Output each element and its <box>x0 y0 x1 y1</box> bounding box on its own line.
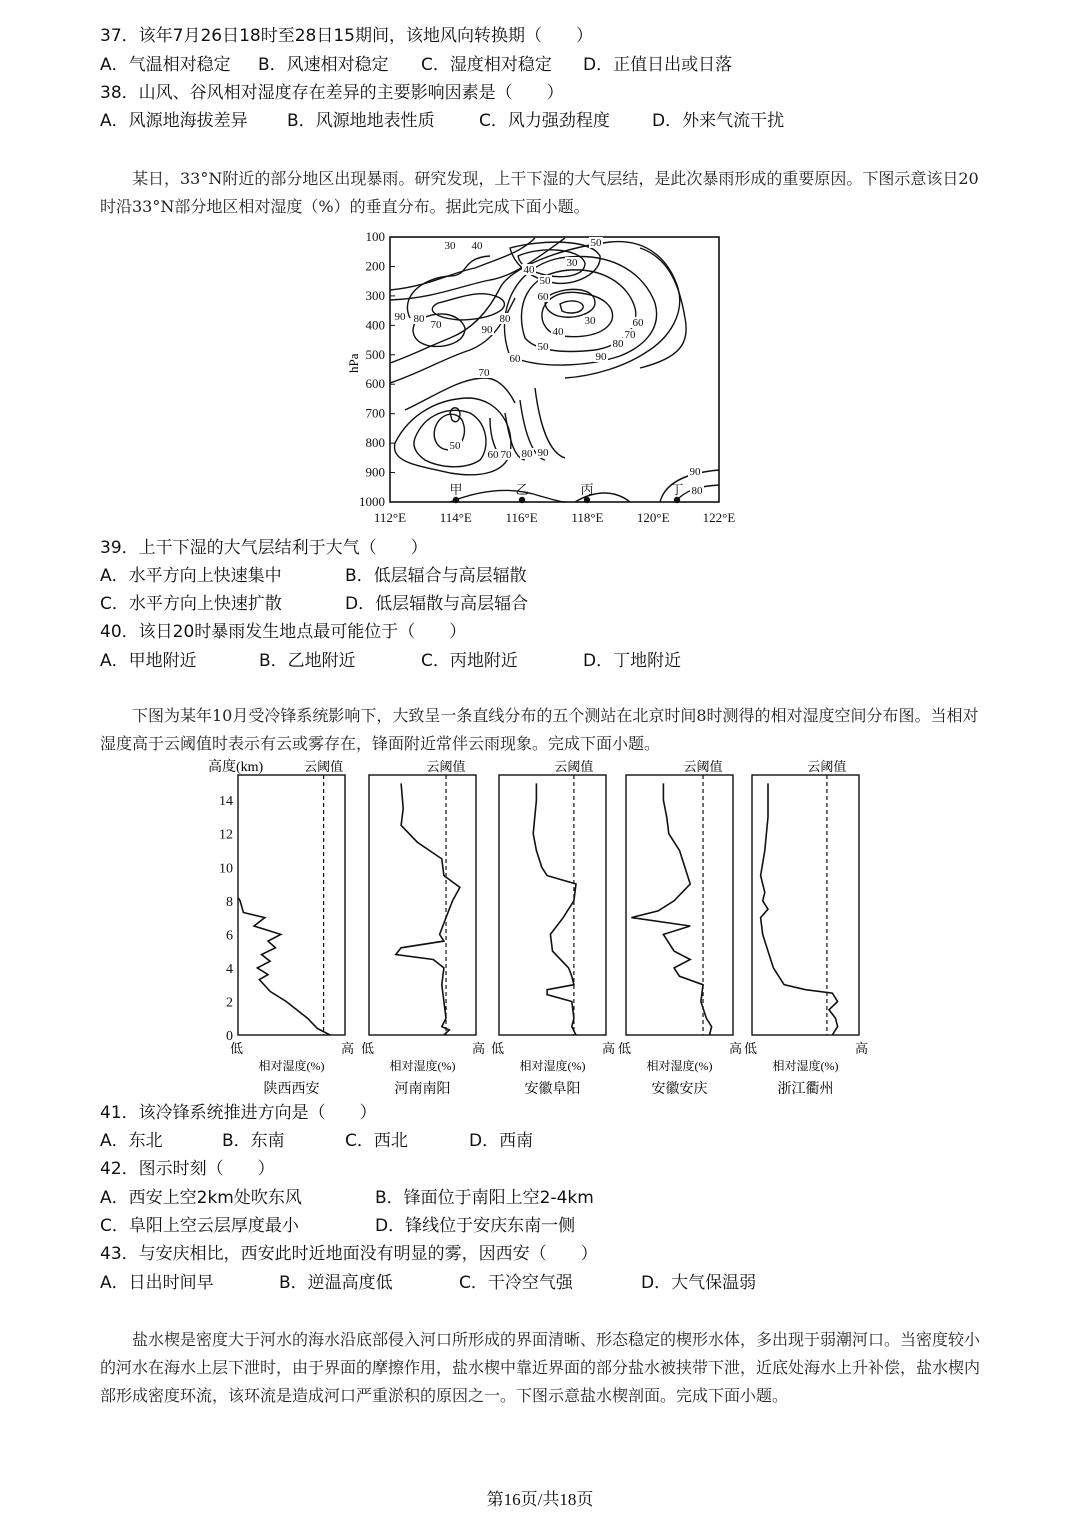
q40-option-d[interactable]: D．丁地附近 <box>583 651 682 671</box>
profile-panel <box>618 759 742 1097</box>
fig2-high-label: 高 <box>602 1041 616 1056</box>
q42-option-d[interactable]: D．锋线位于安庆东南一侧 <box>375 1216 576 1236</box>
fig2-ytick: 8 <box>226 894 233 910</box>
fig1-place-label: 丁 <box>670 482 684 497</box>
station-name: 安徽安庆 <box>651 1082 708 1097</box>
fig1-xtick: 122°E <box>702 510 736 525</box>
fig1-ytick: 200 <box>365 258 385 274</box>
page-footer: 第16页/共18页 <box>486 1490 594 1509</box>
humidity-profile-line <box>631 783 711 1035</box>
fig1-contour-label: 90 <box>537 447 549 459</box>
fig2-high-label: 高 <box>472 1041 486 1056</box>
station-name: 陕西西安 <box>263 1082 320 1097</box>
fig1-place-dot <box>674 497 680 503</box>
fig2-ytick: 2 <box>226 995 233 1011</box>
cloud-threshold-label: 云阈值 <box>304 759 344 774</box>
station-name: 河南南阳 <box>394 1082 451 1097</box>
fig2-high-label: 高 <box>341 1041 355 1056</box>
fig1-ytick: 300 <box>365 287 385 303</box>
q41-option-a[interactable]: A．东北 <box>100 1131 163 1151</box>
passage-cold-front: 下图为某年10月受冷锋系统影响下，大致呈一条直线分布的五个测站在北京时间8时测得的相对湿度空间分布图。当相对湿度高于云阈值时表示有云或雾存在，锋面附近常伴云雨现象。完成下面小题。 <box>100 706 979 753</box>
q42-stem: 42．图示时刻（ ） <box>100 1159 275 1179</box>
q41-option-c[interactable]: C．西北 <box>345 1131 408 1151</box>
fig2-ytick: 14 <box>219 794 233 810</box>
fig1-place-dot <box>519 497 525 503</box>
station-name: 浙江衢州 <box>777 1082 834 1097</box>
fig1-contour-label: 90 <box>595 351 607 363</box>
fig1-contour-label: 70 <box>500 449 512 461</box>
q39-option-a[interactable]: A．水平方向上快速集中 <box>100 566 282 586</box>
humidity-profiles-figure <box>200 756 880 1101</box>
q38-option-b[interactable]: B．风源地地表性质 <box>287 111 435 131</box>
q40-option-c[interactable]: C．丙地附近 <box>421 651 518 671</box>
q42-option-b[interactable]: B．锋面位于南阳上空2-4km <box>375 1188 594 1208</box>
cloud-threshold-label: 云阈值 <box>683 759 723 774</box>
fig1-place-label: 乙 <box>515 482 529 497</box>
cloud-threshold-label: 云阈值 <box>426 759 466 774</box>
fig2-xlabel: 相对湿度(%) <box>646 1059 713 1073</box>
fig1-contour-label: 50 <box>537 341 549 353</box>
q40-option-b[interactable]: B．乙地附近 <box>259 651 356 671</box>
fig1-place-dot <box>584 497 590 503</box>
fig1-contour-label: 60 <box>537 291 549 303</box>
humidity-profile-line <box>533 783 576 1035</box>
q41-stem: 41．该冷锋系统推进方向是（ ） <box>100 1103 377 1123</box>
fig2-low-label: 低 <box>491 1041 505 1056</box>
fig1-contour-label: 30 <box>444 240 456 252</box>
fig1-ytick: 800 <box>365 435 385 451</box>
fig2-xlabel: 相对湿度(%) <box>772 1059 839 1073</box>
fig1-contour-label: 80 <box>413 313 425 325</box>
q38-stem: 38．山风、谷风相对湿度存在差异的主要影响因素是（ ） <box>100 83 564 103</box>
q39-option-b[interactable]: B．低层辐合与高层辐散 <box>345 566 527 586</box>
fig2-low-label: 低 <box>744 1041 758 1056</box>
fig2-ytick: 10 <box>219 861 233 877</box>
profile-panel <box>744 759 868 1097</box>
q43-option-a[interactable]: A．日出时间早 <box>100 1273 214 1293</box>
fig1-contour-label: 70 <box>624 329 636 341</box>
q43-option-d[interactable]: D．大气保温弱 <box>641 1273 757 1293</box>
fig1-ytick: 600 <box>365 376 385 392</box>
q40-stem: 40．该日20时暴雨发生地点最可能位于（ ） <box>100 622 467 642</box>
fig1-contour-label: 80 <box>691 485 703 497</box>
cloud-threshold-label: 云阈值 <box>807 759 847 774</box>
fig2-high-label: 高 <box>729 1041 743 1056</box>
fig1-contour-label: 50 <box>539 275 551 287</box>
q41-option-b[interactable]: B．东南 <box>222 1131 285 1151</box>
q38-option-c[interactable]: C．风力强劲程度 <box>479 111 610 131</box>
fig2-ytick: 0 <box>226 1029 233 1044</box>
fig2-ylabel: 高度(km) <box>208 760 264 775</box>
fig1-ytick: 100 <box>365 229 385 244</box>
fig1-contour-label: 70 <box>478 367 490 379</box>
q39-option-d[interactable]: D．低层辐散与高层辐合 <box>345 594 529 614</box>
q37-option-d[interactable]: D．正值日出或日落 <box>583 55 733 75</box>
fig1-contour-label: 60 <box>487 449 499 461</box>
fig1-contour-label: 70 <box>430 319 442 331</box>
fig2-high-label: 高 <box>855 1041 869 1056</box>
fig1-contour-label: 30 <box>566 257 578 269</box>
fig1-contour-label: 60 <box>632 317 644 329</box>
fig1-contour-label: 90 <box>689 466 701 478</box>
fig1-contour-label: 80 <box>521 448 533 460</box>
fig2-low-label: 低 <box>230 1041 244 1056</box>
q39-stem: 39．上干下湿的大气层结利于大气（ ） <box>100 538 428 558</box>
fig1-contour-label: 60 <box>509 353 521 365</box>
fig1-contour-label: 30 <box>584 315 596 327</box>
fig1-contour-label: 40 <box>523 264 535 276</box>
fig1-place-label: 丙 <box>580 482 594 497</box>
fig1-xtick: 120°E <box>636 510 670 525</box>
q41-option-d[interactable]: D．西南 <box>469 1131 534 1151</box>
cloud-threshold-label: 云阈值 <box>554 759 594 774</box>
fig1-contour-label: 80 <box>612 338 624 350</box>
q37-stem: 37．该年7月26日18时至28日15期间，该地风向转换期（ ） <box>100 26 593 46</box>
humidity-profile-line <box>396 783 460 1035</box>
passage-salt-wedge: 盐水楔是密度大于河水的海水沿底部侵入河口所形成的界面清晰、形态稳定的楔形水体，多出现于弱潮河口。当密度较小的河水在海水上层下泄时，由于界面的摩擦作用，盐水楔中靠近界面的部分盐水被挟带下泄，近底处海水上升补偿，盐水楔内部形成密度环流，该环流是造成河口严重淤积的原因之一。下图示意盐水楔剖面。完成下面小题。 <box>100 1330 981 1405</box>
fig1-contour-label: 40 <box>471 240 483 252</box>
fig1-ylabel: hPa <box>346 353 361 373</box>
profile-panel <box>491 759 615 1097</box>
humidity-profile-line <box>238 898 330 1036</box>
fig1-ytick: 700 <box>365 405 385 421</box>
q42-option-a[interactable]: A．西安上空2km处吹东风 <box>100 1188 302 1208</box>
q37-option-b[interactable]: B．风速相对稳定 <box>258 55 389 75</box>
fig2-low-label: 低 <box>618 1041 632 1056</box>
fig2-low-label: 低 <box>361 1041 375 1056</box>
fig2-xlabel: 相对湿度(%) <box>519 1059 586 1073</box>
profile-panel <box>361 759 485 1097</box>
fig1-contour-label: 80 <box>499 313 511 325</box>
station-name: 安徽阜阳 <box>524 1082 581 1097</box>
q37-option-c[interactable]: C．湿度相对稳定 <box>421 55 552 75</box>
humidity-contour-figure <box>340 228 750 528</box>
q40-option-a[interactable]: A．甲地附近 <box>100 651 197 671</box>
fig1-contour-label: 90 <box>394 311 406 323</box>
fig1-place-dot <box>453 497 459 503</box>
q42-option-c[interactable]: C．阜阳上空云层厚度最小 <box>100 1216 299 1236</box>
fig1-contour-label: 40 <box>552 326 564 338</box>
q43-option-c[interactable]: C．干冷空气强 <box>459 1273 573 1293</box>
humidity-profile-line <box>761 783 838 1035</box>
fig1-xtick: 116°E <box>505 510 538 525</box>
fig1-ytick: 400 <box>365 317 385 333</box>
fig2-xlabel: 相对湿度(%) <box>389 1059 456 1073</box>
fig1-place-label: 甲 <box>449 482 463 497</box>
fig2-ytick: 4 <box>226 961 233 977</box>
q38-option-d[interactable]: D．外来气流干扰 <box>652 111 785 131</box>
q43-stem: 43．与安庆相比，西安此时近地面没有明显的雾，因西安（ ） <box>100 1244 598 1264</box>
fig2-ytick: 12 <box>219 827 233 843</box>
fig1-contour-label: 50 <box>590 237 602 249</box>
fig2-xlabel: 相对湿度(%) <box>258 1059 325 1073</box>
fig1-contour-label: 50 <box>449 440 461 452</box>
q43-option-b[interactable]: B．逆温高度低 <box>279 1273 393 1293</box>
fig1-xtick: 118°E <box>571 510 604 525</box>
fig1-ytick: 500 <box>365 346 385 362</box>
q37-option-a[interactable]: A．气温相对稳定 <box>100 55 231 75</box>
fig1-xtick: 112°E <box>373 510 407 525</box>
q38-option-a[interactable]: A．风源地海拔差异 <box>100 111 248 131</box>
q39-option-c[interactable]: C．水平方向上快速扩散 <box>100 594 282 614</box>
profile-panel <box>230 759 354 1097</box>
fig1-contour-label: 90 <box>481 324 493 336</box>
fig1-ytick: 1000 <box>359 494 385 509</box>
passage-rainstorm: 某日，33°N附近的部分地区出现暴雨。研究发现，上干下湿的大气层结，是此次暴雨形成的重要原因。下图示意该日20时沿33°N部分地区相对湿度（%）的垂直分布。据此完成下面小题。 <box>100 169 979 216</box>
fig1-ytick: 900 <box>365 464 385 480</box>
fig1-xtick: 114°E <box>439 510 472 525</box>
fig2-ytick: 6 <box>226 928 233 944</box>
